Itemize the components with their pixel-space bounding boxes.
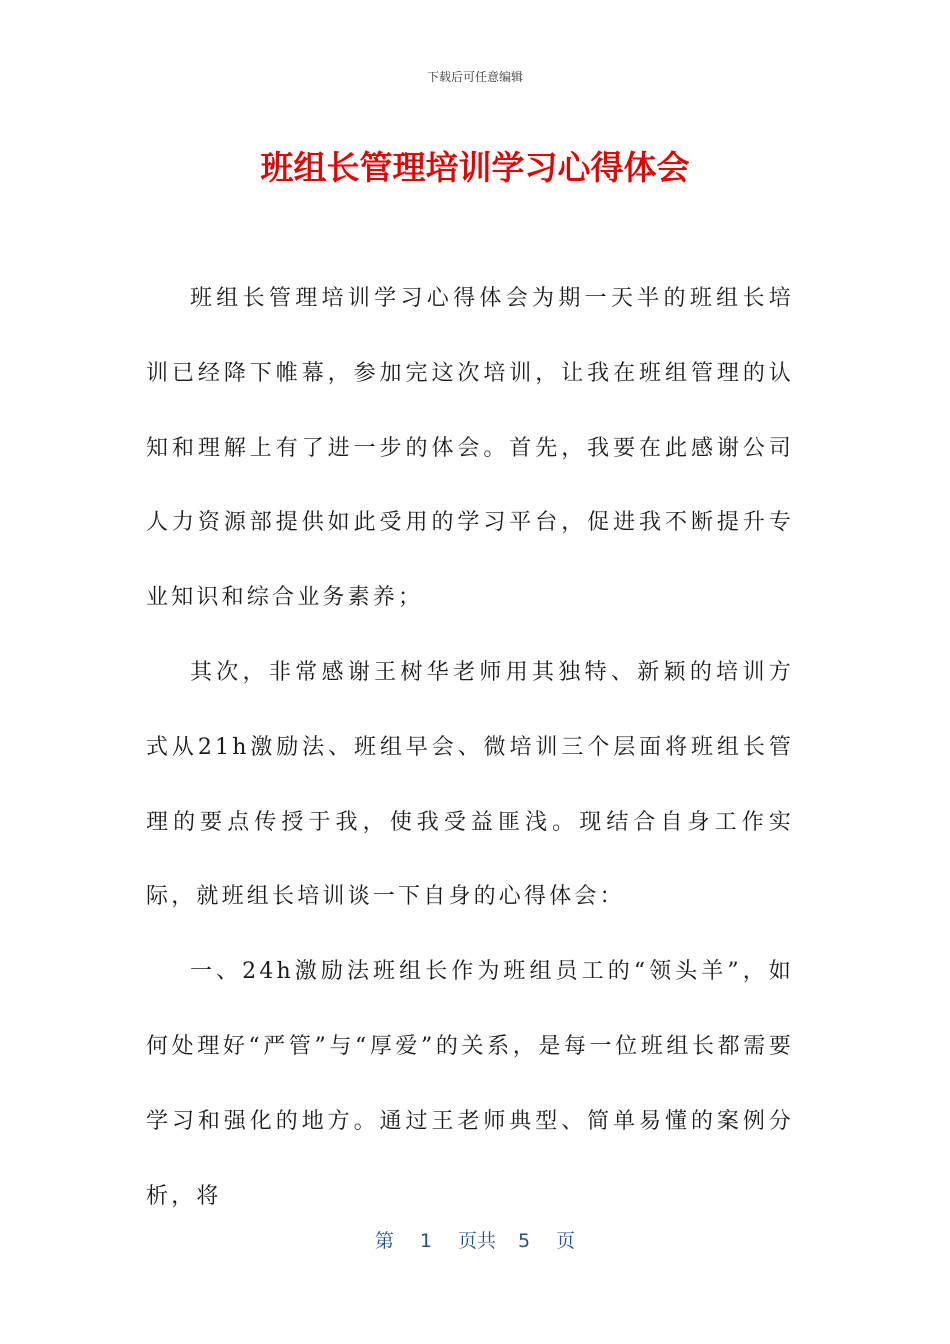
document-title: 班组长管理培训学习心得体会 (260, 148, 690, 187)
footer-prefix: 第 (374, 1230, 394, 1252)
page-footer (0, 1226, 950, 1253)
paragraph: 一、24h激励法班组长作为班组员工的“领头羊”，如何处理好“严管”与“厚爱”的关系，是每一位班组长都需要学习和强化的地方。通过王老师典型、简单易懂的案例分析，将 (146, 959, 794, 1209)
paragraph: 其次，非常感谢王树华老师用其独特、新颖的培训方式从21h激励法、班组早会、微培训三个层面将班组长管理的要点传授于我，使我受益匪浅。现结合自身工作实际，就班组长培训谈一下自身的心得体会： (146, 659, 794, 910)
paragraph: 班组长管理培训学习心得体会为期一天半的班组长培训已经降下帷幕，参加完这次培训，让我在班组管理的认知和理解上有了进一步的体会。首先，我要在此感谢公司人力资源部提供如此受用的学习平台，促进我不断提升专业知识和综合业务素养； (146, 286, 794, 611)
footer-middle: 页共 (457, 1230, 496, 1252)
header-note: 下载后可任意编辑 (426, 70, 523, 84)
footer-suffix: 页 (556, 1230, 576, 1252)
footer-page-number: 1 (419, 1230, 432, 1252)
footer-total-pages: 5 (518, 1230, 531, 1252)
document-body (146, 262, 794, 1234)
